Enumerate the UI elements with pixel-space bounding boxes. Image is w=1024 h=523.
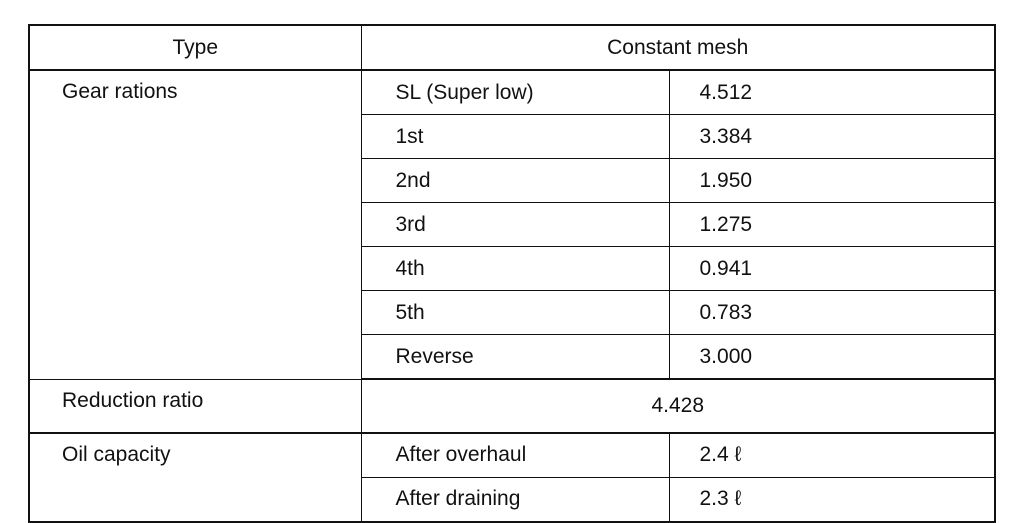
- oil-condition: After overhaul: [361, 433, 669, 478]
- gear-name: 5th: [361, 291, 669, 335]
- gear-name: Reverse: [361, 335, 669, 380]
- reduction-ratio-row: [29, 379, 995, 433]
- type-header: Type: [29, 25, 361, 70]
- gear-ratio-value: 1.275: [669, 203, 995, 247]
- oil-amount-value: 2.3 ℓ: [669, 477, 995, 522]
- gear-ratio-value: 4.512: [669, 70, 995, 115]
- constant-mesh-header: Constant mesh: [361, 25, 995, 70]
- gear-row-sl: [29, 70, 995, 115]
- gear-ratio-value: 3.000: [669, 335, 995, 380]
- header-row: [29, 25, 995, 70]
- oil-amount-value: 2.4 ℓ: [669, 433, 995, 478]
- gear-name: 1st: [361, 115, 669, 159]
- gear-ratio-value: 0.941: [669, 247, 995, 291]
- gear-ratios-label: Gear rations: [29, 70, 361, 379]
- gear-ratio-value: 3.384: [669, 115, 995, 159]
- transmission-spec-table: [28, 24, 996, 523]
- gear-name: 4th: [361, 247, 669, 291]
- oil-capacity-label: Oil capacity: [29, 433, 361, 522]
- gear-name: 3rd: [361, 203, 669, 247]
- oil-condition: After draining: [361, 477, 669, 522]
- gear-ratio-value: 1.950: [669, 159, 995, 203]
- gear-name: SL (Super low): [361, 70, 669, 115]
- gear-name: 2nd: [361, 159, 669, 203]
- reduction-ratio-label: Reduction ratio: [29, 379, 361, 433]
- reduction-ratio-value: 4.428: [361, 379, 995, 433]
- oil-row-overhaul: [29, 433, 995, 478]
- gear-ratio-value: 0.783: [669, 291, 995, 335]
